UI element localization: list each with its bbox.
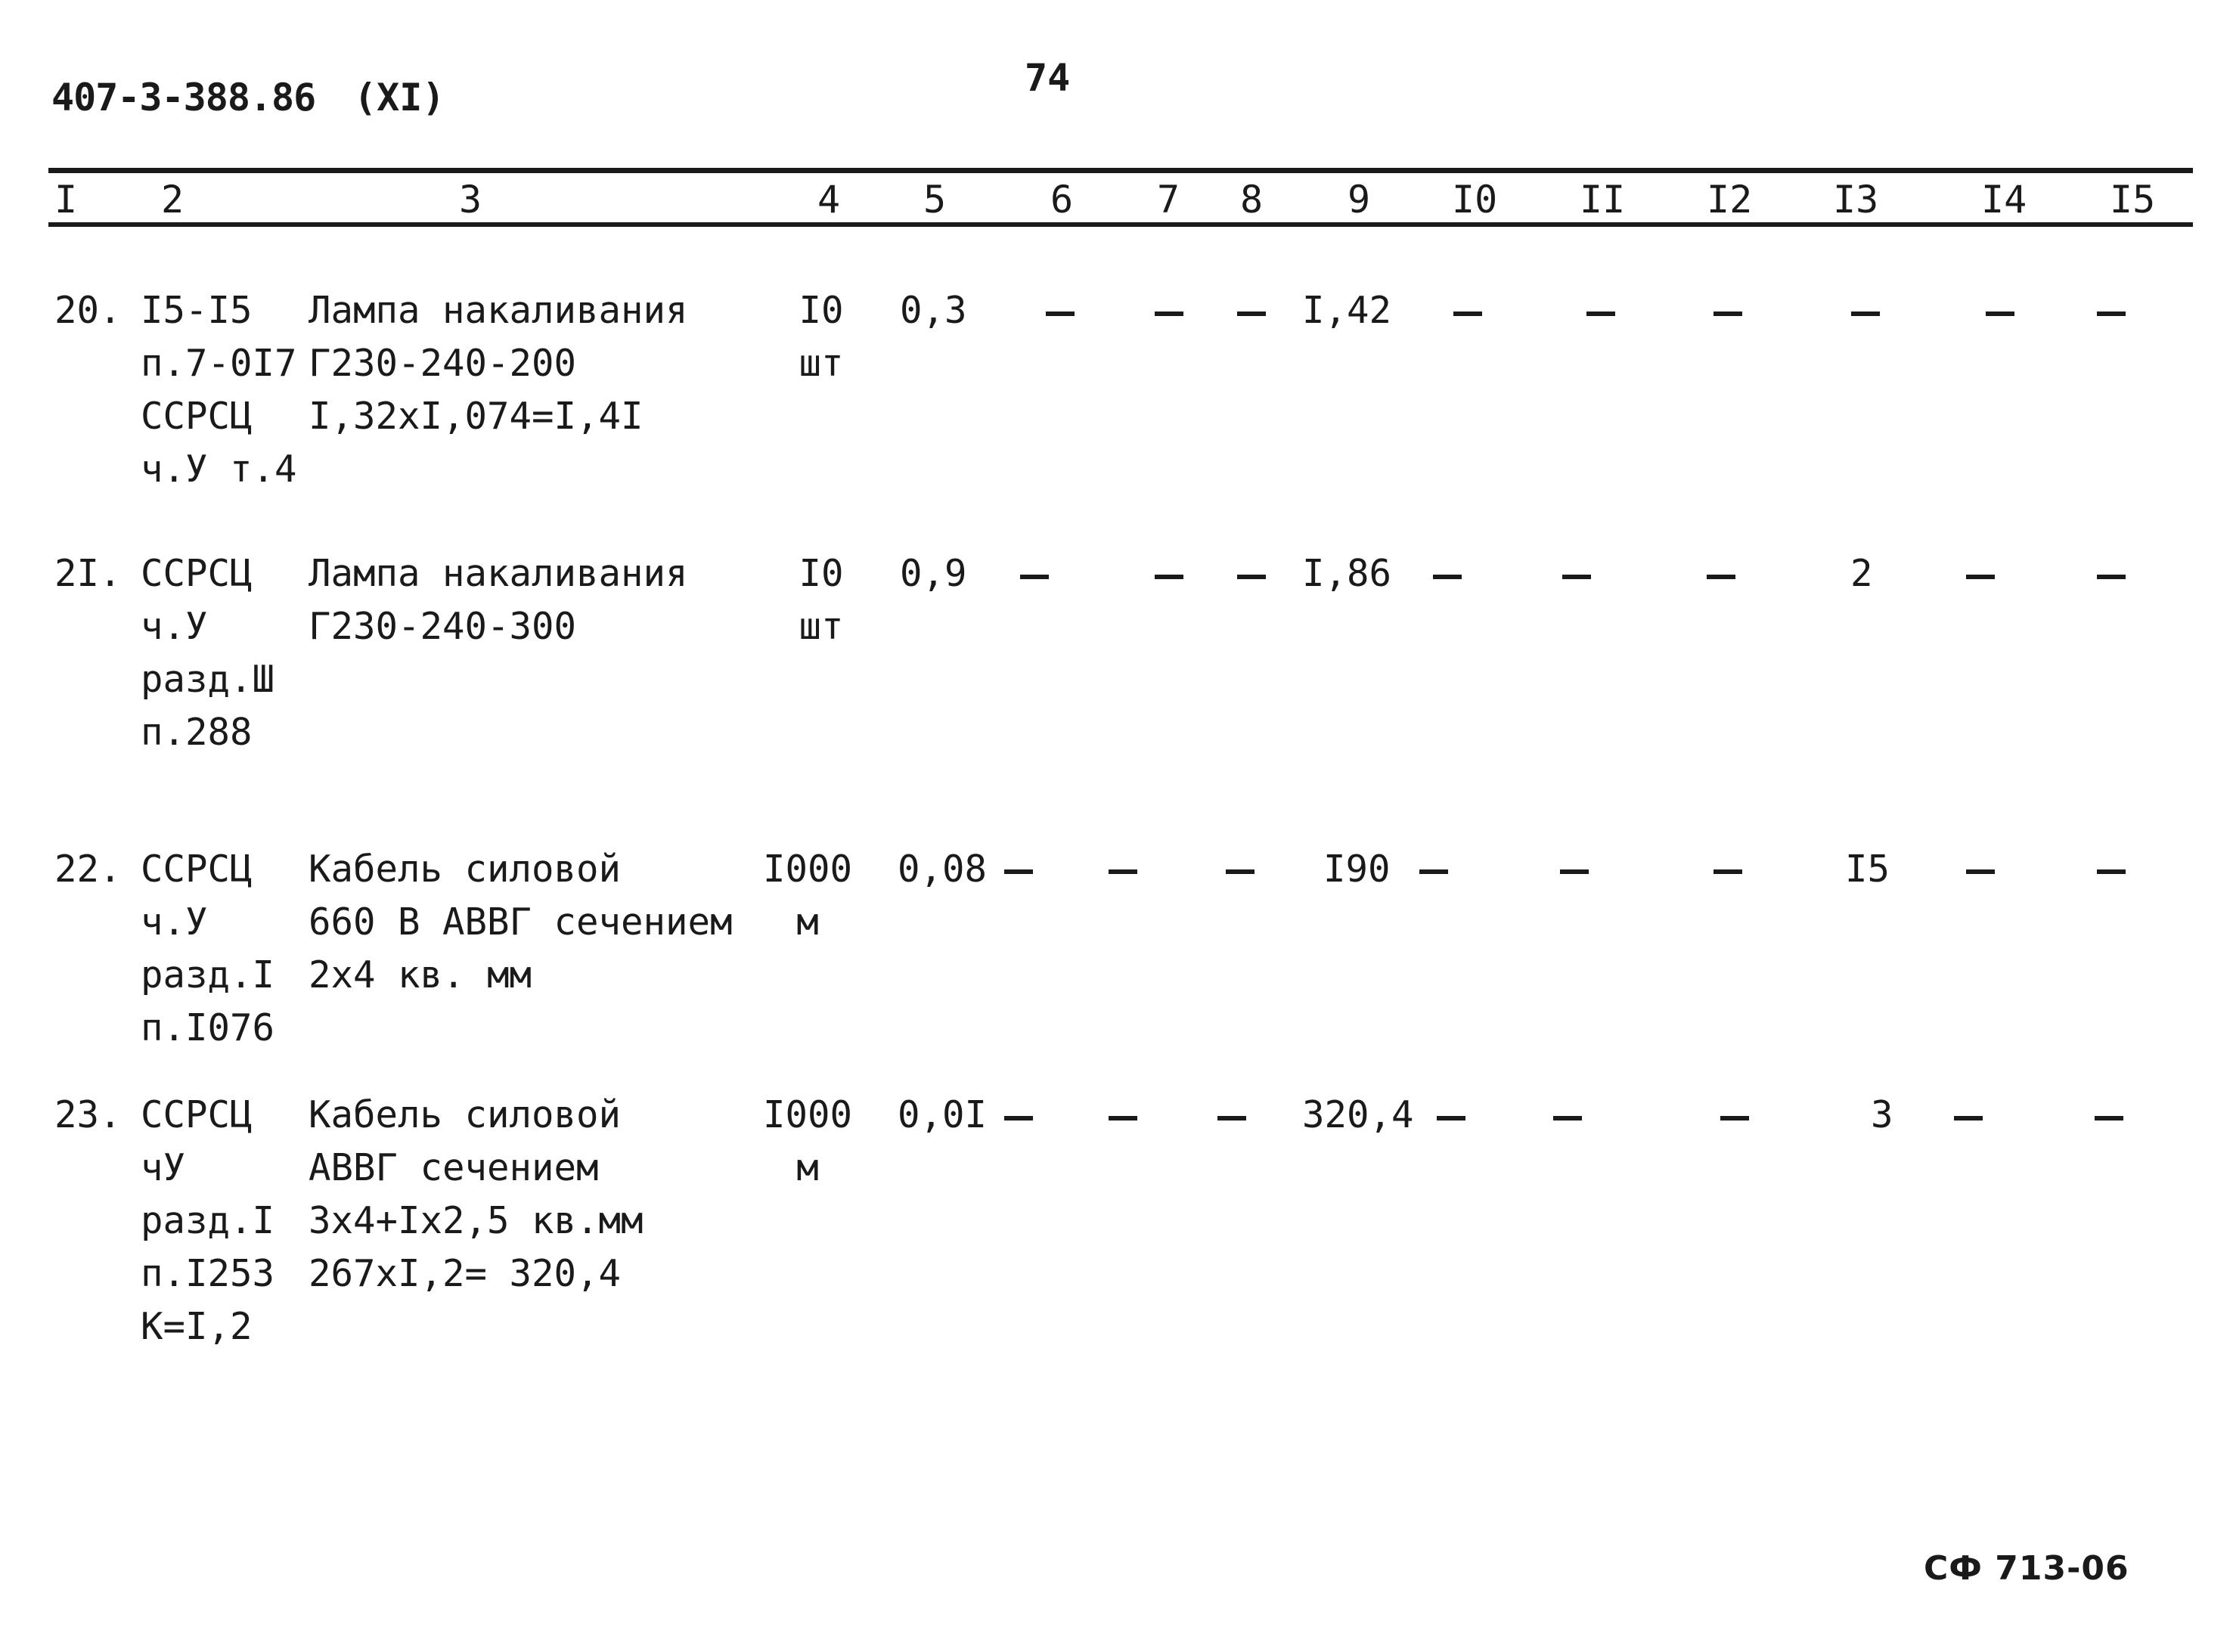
- value-col-9: I,42: [1302, 289, 1392, 332]
- dash-col-8: [1237, 311, 1266, 316]
- dash-col-14: [1966, 575, 1995, 579]
- dash-col-6: [1004, 1116, 1033, 1120]
- dash-col-13: [1851, 311, 1880, 316]
- unit-of-measure: I0 шт: [799, 552, 844, 648]
- dash-col-15: [2097, 311, 2126, 316]
- norm-reference: I5-I5 п.7-0I7 ССРСЦ ч.У т.4: [141, 289, 297, 491]
- document-code: 407-3-388.86: [51, 76, 316, 119]
- sheet-label: (XI): [354, 76, 445, 119]
- dash-col-7: [1155, 575, 1183, 579]
- dash-col-6: [1020, 575, 1049, 579]
- dash-col-8: [1237, 575, 1266, 579]
- dash-col-10: [1437, 1116, 1465, 1120]
- column-header-4: 4: [817, 178, 841, 222]
- column-header-6: 6: [1050, 178, 1074, 222]
- dash-col-12: [1707, 575, 1735, 579]
- row-number: 2I.: [54, 552, 122, 595]
- value-col-13: 3: [1871, 1093, 1893, 1136]
- column-header-13: I3: [1833, 178, 1879, 222]
- dash-col-14: [1954, 1116, 1983, 1120]
- header-bottom-rule: [48, 222, 2193, 227]
- column-header-5: 5: [923, 178, 947, 222]
- value-col-9: I,86: [1302, 552, 1392, 595]
- unit-of-measure: I000 м: [762, 1093, 852, 1189]
- item-description: Лампа накаливания Г230-240-200 I,32хI,074=I,4I: [309, 289, 688, 438]
- value-col-9: 320,4: [1302, 1093, 1414, 1136]
- column-header-14: I4: [1981, 178, 2027, 222]
- column-header-3: 3: [459, 178, 482, 222]
- dash-col-10: [1453, 311, 1482, 316]
- column-header-15: I5: [2110, 178, 2156, 222]
- dash-col-11: [1562, 575, 1591, 579]
- dash-col-10: [1433, 575, 1462, 579]
- dash-col-14: [1986, 311, 2014, 316]
- norm-reference: ССРСЦ ч.У разд.Ш п.288: [141, 552, 275, 754]
- dash-col-10: [1419, 869, 1448, 874]
- table-top-rule: [48, 168, 2193, 173]
- quantity: 0,9: [900, 552, 967, 595]
- dash-col-12: [1714, 869, 1742, 874]
- value-col-13: I5: [1845, 848, 1890, 891]
- dash-col-6: [1046, 311, 1075, 316]
- value-col-9: I90: [1323, 848, 1391, 891]
- column-header-8: 8: [1240, 178, 1264, 222]
- column-header-2: 2: [161, 178, 185, 222]
- page-number: 74: [1025, 56, 1071, 100]
- dash-col-11: [1553, 1116, 1582, 1120]
- column-header-1: I: [54, 178, 78, 222]
- value-col-13: 2: [1850, 552, 1873, 595]
- unit-of-measure: I0 шт: [799, 289, 844, 385]
- norm-reference: ССРСЦ чУ разд.I п.I253 К=I,2: [141, 1093, 275, 1348]
- norm-reference: ССРСЦ ч.У разд.I п.I076: [141, 848, 275, 1049]
- archive-stamp: СФ 713-06: [1924, 1549, 2129, 1588]
- dash-col-7: [1109, 1116, 1137, 1120]
- unit-of-measure: I000 м: [762, 848, 852, 944]
- dash-col-14: [1966, 869, 1995, 874]
- dash-col-11: [1560, 869, 1589, 874]
- dash-col-15: [2095, 1116, 2123, 1120]
- dash-col-12: [1714, 311, 1742, 316]
- quantity: 0,0I: [898, 1093, 988, 1136]
- row-number: 22.: [54, 848, 122, 891]
- quantity: 0,08: [898, 848, 988, 891]
- row-number: 20.: [54, 289, 122, 332]
- item-description: Кабель силовой 660 В АВВГ сечением 2х4 кв. мм: [309, 848, 733, 996]
- quantity: 0,3: [900, 289, 967, 332]
- item-description: Кабель силовой АВВГ сечением 3х4+Iх2,5 кв.мм 267хI,2= 320,4: [309, 1093, 644, 1295]
- dash-col-15: [2097, 575, 2126, 579]
- dash-col-15: [2097, 869, 2126, 874]
- dash-col-7: [1109, 869, 1137, 874]
- column-header-10: I0: [1452, 178, 1498, 222]
- dash-col-8: [1226, 869, 1255, 874]
- column-header-11: II: [1580, 178, 1626, 222]
- row-number: 23.: [54, 1093, 122, 1136]
- dash-col-8: [1217, 1116, 1246, 1120]
- dash-col-6: [1004, 869, 1033, 874]
- dash-col-12: [1720, 1116, 1749, 1120]
- column-header-9: 9: [1348, 178, 1371, 222]
- dash-col-11: [1586, 311, 1615, 316]
- column-header-7: 7: [1157, 178, 1180, 222]
- column-header-12: I2: [1707, 178, 1753, 222]
- item-description: Лампа накаливания Г230-240-300: [309, 552, 688, 648]
- dash-col-7: [1155, 311, 1183, 316]
